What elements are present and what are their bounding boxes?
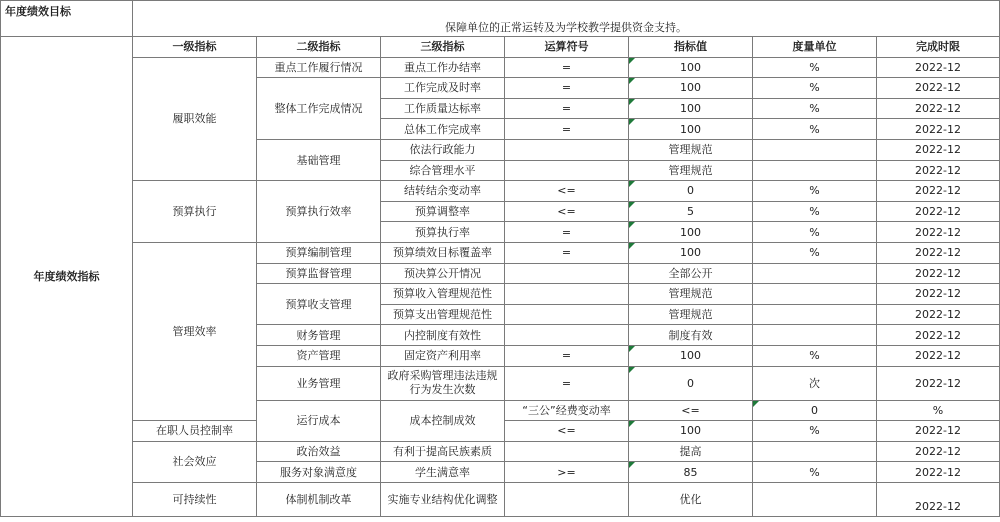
deadline-cell: 2022-12 (877, 181, 1000, 202)
operator-cell (505, 325, 629, 346)
level2-cell: 服务对象满意度 (257, 462, 381, 483)
comment-marker-icon (629, 119, 635, 125)
level3-cell: 政府采购管理违法违规行为发生次数 (381, 366, 505, 400)
deadline-cell: 2022-12 (877, 421, 1000, 442)
unit-cell: % (753, 181, 877, 202)
value-cell: 100 (629, 242, 753, 263)
unit-cell: % (753, 421, 877, 442)
value-cell: 100 (629, 78, 753, 99)
level2-cell: 成本控制成效 (381, 400, 505, 441)
unit-cell (753, 263, 877, 284)
deadline-cell: 2022-12 (877, 222, 1000, 243)
operator-cell: <= (505, 421, 629, 442)
operator-cell: = (505, 366, 629, 400)
level2-cell: 预算监督管理 (257, 263, 381, 284)
unit-cell: % (877, 400, 1000, 421)
deadline-cell: 2022-12 (877, 242, 1000, 263)
goal-row (1, 1, 1000, 37)
comment-marker-icon (629, 58, 635, 64)
comment-marker-icon (629, 181, 635, 187)
deadline-cell: 2022-12 (877, 284, 1000, 305)
value-cell: 制度有效 (629, 325, 753, 346)
value-cell: 5 (629, 201, 753, 222)
level2-cell: 重点工作履行情况 (257, 57, 381, 78)
header-row (1, 37, 1000, 58)
level2-cell: 预算收支管理 (257, 284, 381, 325)
value-cell: 0 (753, 400, 877, 421)
level3-cell: 学生满意率 (381, 462, 505, 483)
level3-cell: 预算支出管理规范性 (381, 304, 505, 325)
operator-cell (505, 160, 629, 181)
deadline-cell: 2022-12 (877, 345, 1000, 366)
deadline-cell: 2022-12 (877, 325, 1000, 346)
unit-cell: % (753, 98, 877, 119)
value-cell: 100 (629, 98, 753, 119)
level1-cell: 运行成本 (257, 400, 381, 441)
unit-cell (753, 284, 877, 305)
operator-cell: = (505, 119, 629, 140)
comment-marker-icon (629, 78, 635, 84)
deadline-cell: 2022-12 (877, 366, 1000, 400)
operator-cell: <= (505, 181, 629, 202)
unit-cell (753, 160, 877, 181)
value-cell: 全部公开 (629, 263, 753, 284)
level2-cell: 资产管理 (257, 345, 381, 366)
value-cell: 优化 (629, 482, 753, 516)
level3-cell: 内控制度有效性 (381, 325, 505, 346)
deadline-cell: 2022-12 (877, 78, 1000, 99)
level1-cell: 社会效应 (133, 441, 257, 482)
value-cell: 0 (629, 181, 753, 202)
operator-cell: = (505, 98, 629, 119)
goal-label: 年度绩效目标 (1, 1, 133, 37)
level3-cell: 结转结余变动率 (381, 181, 505, 202)
level3-cell: 预决算公开情况 (381, 263, 505, 284)
value-cell: 管理规范 (629, 139, 753, 160)
level3-cell: 实施专业结构优化调整 (381, 482, 505, 516)
comment-marker-icon (629, 462, 635, 468)
operator-cell: = (505, 78, 629, 99)
operator-cell: = (505, 222, 629, 243)
unit-cell: % (753, 57, 877, 78)
operator-cell: = (505, 242, 629, 263)
operator-cell (505, 441, 629, 462)
deadline-cell: 2022-12 (877, 98, 1000, 119)
header-value: 指标值 (629, 37, 753, 58)
operator-cell (505, 304, 629, 325)
value-cell: 100 (629, 345, 753, 366)
level1-cell: 履职效能 (133, 57, 257, 181)
deadline-cell: 2022-12 (877, 139, 1000, 160)
operator-cell (505, 482, 629, 516)
indicator-label: 年度绩效指标 (1, 37, 133, 517)
level3-cell: 有利于提高民族素质 (381, 441, 505, 462)
level3-cell: 重点工作办结率 (381, 57, 505, 78)
deadline-cell: 2022-12 (877, 263, 1000, 284)
comment-marker-icon (629, 367, 635, 373)
value-cell: 管理规范 (629, 284, 753, 305)
level3-cell: 工作质量达标率 (381, 98, 505, 119)
operator-cell (505, 284, 629, 305)
header-level2: 二级指标 (257, 37, 381, 58)
level3-cell: 总体工作完成率 (381, 119, 505, 140)
level3-cell: “三公”经费变动率 (505, 400, 629, 421)
comment-marker-icon (629, 202, 635, 208)
value-cell: 管理规范 (629, 160, 753, 181)
operator-cell: <= (505, 201, 629, 222)
unit-cell (753, 325, 877, 346)
unit-cell (753, 139, 877, 160)
goal-text: 保障单位的正常运转及为学校教学提供资金支持。 (133, 1, 1000, 37)
level2-cell: 预算执行效率 (257, 181, 381, 243)
level3-cell: 在职人员控制率 (133, 421, 257, 442)
value-cell: 100 (629, 57, 753, 78)
level2-cell: 整体工作完成情况 (257, 78, 381, 140)
table-row (1, 482, 1000, 516)
deadline-cell: 2022-12 (877, 160, 1000, 181)
deadline-cell: 2022-12 (877, 201, 1000, 222)
level1-cell: 预算执行 (133, 181, 257, 243)
comment-marker-icon (629, 421, 635, 427)
unit-cell: % (753, 222, 877, 243)
value-cell: 管理规范 (629, 304, 753, 325)
level2-cell: 预算编制管理 (257, 242, 381, 263)
level2-cell: 政治效益 (257, 441, 381, 462)
header-unit: 度量单位 (753, 37, 877, 58)
table-row (1, 242, 1000, 263)
deadline-cell: 2022-12 (877, 482, 1000, 516)
deadline-cell: 2022-12 (877, 462, 1000, 483)
value-cell: 100 (629, 119, 753, 140)
level2-cell: 体制机制改革 (257, 482, 381, 516)
unit-cell: % (753, 462, 877, 483)
value-cell: 100 (629, 421, 753, 442)
level3-cell: 预算绩效目标覆盖率 (381, 242, 505, 263)
level3-cell: 预算执行率 (381, 222, 505, 243)
operator-cell: = (505, 345, 629, 366)
value-cell: 100 (629, 222, 753, 243)
unit-cell (753, 304, 877, 325)
deadline-cell: 2022-12 (877, 304, 1000, 325)
level2-cell: 财务管理 (257, 325, 381, 346)
table-row (1, 57, 1000, 78)
table-row (1, 441, 1000, 462)
unit-cell: % (753, 201, 877, 222)
level3-cell: 固定资产利用率 (381, 345, 505, 366)
comment-marker-icon (629, 222, 635, 228)
level2-cell: 基础管理 (257, 139, 381, 180)
level3-cell: 综合管理水平 (381, 160, 505, 181)
level3-cell: 预算调整率 (381, 201, 505, 222)
operator-cell: <= (629, 400, 753, 421)
unit-cell: % (753, 119, 877, 140)
level1-cell: 可持续性 (133, 482, 257, 516)
level3-cell: 工作完成及时率 (381, 78, 505, 99)
deadline-cell: 2022-12 (877, 57, 1000, 78)
comment-marker-icon (629, 99, 635, 105)
table-row (1, 181, 1000, 202)
level3-cell: 预算收入管理规范性 (381, 284, 505, 305)
header-operator: 运算符号 (505, 37, 629, 58)
header-level1: 一级指标 (133, 37, 257, 58)
value-cell: 提高 (629, 441, 753, 462)
value-cell: 0 (629, 366, 753, 400)
level1-cell: 管理效率 (133, 242, 257, 420)
unit-cell (753, 482, 877, 516)
unit-cell (753, 441, 877, 462)
deadline-cell: 2022-12 (877, 119, 1000, 140)
header-level3: 三级指标 (381, 37, 505, 58)
header-deadline: 完成时限 (877, 37, 1000, 58)
level3-cell: 依法行政能力 (381, 139, 505, 160)
comment-marker-icon (753, 401, 759, 407)
operator-cell (505, 263, 629, 284)
operator-cell: >= (505, 462, 629, 483)
unit-cell: % (753, 345, 877, 366)
operator-cell (505, 139, 629, 160)
comment-marker-icon (629, 243, 635, 249)
level2-cell: 业务管理 (257, 366, 381, 400)
unit-cell: 次 (753, 366, 877, 400)
operator-cell: = (505, 57, 629, 78)
deadline-cell: 2022-12 (877, 441, 1000, 462)
comment-marker-icon (629, 346, 635, 352)
value-cell: 85 (629, 462, 753, 483)
unit-cell: % (753, 242, 877, 263)
unit-cell: % (753, 78, 877, 99)
